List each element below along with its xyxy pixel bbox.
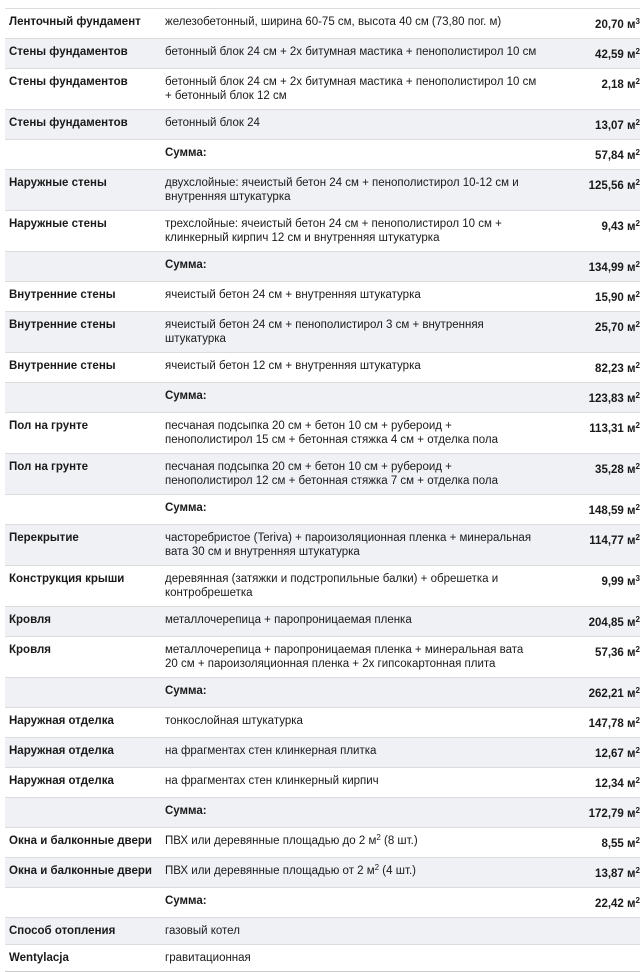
unit-exponent: 2 (635, 290, 640, 299)
element-name-cell (5, 888, 159, 918)
sum-value: 134,99 (588, 262, 624, 274)
sum-row (5, 495, 640, 525)
quantity-cell (541, 607, 640, 637)
description-cell (159, 413, 541, 454)
quantity-cell (541, 211, 640, 252)
description-exponent: 2 (374, 863, 380, 872)
element-name-cell (5, 312, 159, 353)
unit-label: м (627, 180, 636, 192)
element-name-cell (5, 211, 159, 252)
description-cell (159, 312, 541, 353)
sum-row (5, 678, 640, 708)
description-cell (159, 566, 541, 607)
element-name-cell (5, 9, 159, 39)
element-name-cell (5, 383, 159, 413)
quantity-value: 12,67 (595, 748, 624, 760)
element-name: Окна и балконные двери (9, 865, 152, 877)
unit-label: м (627, 322, 636, 334)
quantity-cell (541, 110, 640, 140)
table-row (5, 454, 640, 495)
description-cell (159, 918, 541, 945)
description-cell (159, 252, 541, 282)
element-name-cell (5, 858, 159, 888)
quantity-cell (541, 566, 640, 607)
element-name-cell (5, 282, 159, 312)
unit-label: м (627, 748, 636, 760)
quantity-value: 147,78 (588, 718, 624, 730)
sum-row (5, 140, 640, 170)
unit-exponent: 2 (635, 503, 640, 512)
unit-exponent: 2 (635, 361, 640, 370)
table-row (5, 69, 640, 110)
description-text: песчаная подсыпка 20 см + бетон 10 см + рубероид + пенополистирол 12 см + бетонная стяжка 7 см + отделка пола (165, 461, 499, 487)
unit-label: м (627, 120, 636, 132)
sum-label: Сумма: (165, 895, 207, 907)
quantity-cell (541, 39, 640, 69)
quantity-cell (541, 738, 640, 768)
sum-value: 148,59 (588, 505, 624, 517)
quantity-cell (541, 708, 640, 738)
sum-label: Сумма: (165, 805, 207, 817)
element-name: Wentylacja (9, 952, 69, 964)
table-row (5, 9, 640, 39)
unit-exponent: 2 (635, 686, 640, 695)
unit-label: м (627, 19, 636, 31)
quantity-cell (541, 858, 640, 888)
element-name: Пол на грунте (9, 461, 89, 473)
quantity-cell (541, 252, 640, 282)
element-name-cell (5, 413, 159, 454)
quantity-cell (541, 413, 640, 454)
unit-label: м (627, 838, 636, 850)
unit-exponent: 2 (635, 866, 640, 875)
description-cell (159, 454, 541, 495)
unit-label: м (627, 808, 636, 820)
unit-label: м (627, 292, 636, 304)
element-name-cell (5, 69, 159, 110)
quantity-value: 125,56 (588, 180, 624, 192)
unit-exponent: 2 (635, 260, 640, 269)
element-name-cell (5, 252, 159, 282)
unit-label: м (627, 79, 636, 91)
quantity-value: 57,36 (595, 647, 624, 659)
quantity-cell (541, 170, 640, 211)
quantity-value: 204,85 (588, 617, 624, 629)
quantity-cell (541, 282, 640, 312)
sum-label: Сумма: (165, 685, 207, 697)
sum-value: 262,21 (588, 688, 624, 700)
quantity-cell (541, 798, 640, 828)
quantity-value: 82,23 (595, 363, 624, 375)
quantity-value: 9,99 (601, 576, 624, 588)
element-name: Внутренние стены (9, 289, 116, 301)
quantity-cell (541, 9, 640, 39)
unit-label: м (627, 221, 636, 233)
element-name: Стены фундаментов (9, 76, 128, 88)
sum-value: 172,79 (588, 808, 624, 820)
element-name-cell (5, 708, 159, 738)
quantity-cell (541, 828, 640, 858)
quantity-value: 13,07 (595, 120, 624, 132)
unit-exponent: 2 (635, 716, 640, 725)
unit-exponent: 2 (635, 219, 640, 228)
unit-exponent: 3 (635, 17, 640, 26)
table-row (5, 566, 640, 607)
unit-exponent: 2 (635, 896, 640, 905)
sum-label: Сумма: (165, 147, 207, 159)
unit-exponent: 2 (635, 47, 640, 56)
quantity-value: 35,28 (595, 464, 624, 476)
sum-label: Сумма: (165, 259, 207, 271)
description-cell (159, 383, 541, 413)
quantity-value: 9,43 (601, 221, 624, 233)
unit-label: м (627, 898, 636, 910)
unit-exponent: 2 (635, 77, 640, 86)
quantity-cell (541, 525, 640, 566)
description-cell (159, 708, 541, 738)
element-name: Стены фундаментов (9, 46, 128, 58)
element-name-cell (5, 607, 159, 637)
quantity-value: 13,87 (595, 868, 624, 880)
unit-exponent: 2 (635, 421, 640, 430)
description-cell (159, 738, 541, 768)
sum-row (5, 252, 640, 282)
element-name: Перекрытие (9, 532, 79, 544)
table-row (5, 39, 640, 69)
element-name: Ленточный фундамент (9, 16, 141, 28)
table-row (5, 858, 640, 888)
element-name: Наружная отделка (9, 775, 114, 787)
sum-row (5, 383, 640, 413)
description-cell (159, 607, 541, 637)
description-cell (159, 858, 541, 888)
description-text: на фрагментах стен клинкерный кирпич (165, 775, 379, 787)
description-text: ячеистый бетон 12 см + внутренняя штукатурка (165, 360, 421, 372)
quantity-cell (541, 945, 640, 972)
sum-label: Сумма: (165, 502, 207, 514)
element-name-cell (5, 678, 159, 708)
description-cell (159, 69, 541, 110)
quantity-value: 8,55 (601, 838, 624, 850)
element-name: Внутренние стены (9, 360, 116, 372)
description-text: деревянная (затяжки и подстропильные балки) + обрешетка и контробрешетка (165, 573, 499, 599)
unit-label: м (627, 778, 636, 790)
element-name-cell (5, 39, 159, 69)
description-text: гравитационная (165, 952, 251, 964)
table-row (5, 413, 640, 454)
unit-exponent: 2 (635, 746, 640, 755)
description-text: тонкослойная штукатурка (165, 715, 303, 727)
unit-exponent: 2 (635, 148, 640, 157)
unit-exponent: 2 (635, 320, 640, 329)
table-row (5, 312, 640, 353)
table-row (5, 637, 640, 678)
element-name-cell (5, 353, 159, 383)
quantity-value: 114,77 (589, 535, 624, 547)
element-name: Кровля (9, 614, 52, 626)
description-text: металлочерепица + паропроницаемая пленка (165, 614, 412, 626)
unit-label: м (627, 464, 636, 476)
element-name: Стены фундаментов (9, 117, 128, 129)
unit-label: м (627, 868, 636, 880)
table-row (5, 768, 640, 798)
description-text: ПВХ или деревянные площадью до 2 м (165, 835, 377, 847)
description-cell (159, 637, 541, 678)
element-name-cell (5, 566, 159, 607)
element-name: Наружная отделка (9, 715, 114, 727)
element-name: Кровля (9, 644, 52, 656)
description-cell (159, 768, 541, 798)
description-text: ПВХ или деревянные площадью от 2 м (165, 865, 375, 877)
specification-table (5, 8, 640, 972)
description-text: ячеистый бетон 24 см + пенополистирол 3 см + внутренняя штукатурка (165, 319, 484, 345)
description-cell (159, 678, 541, 708)
unit-exponent: 2 (635, 391, 640, 400)
table-row (5, 282, 640, 312)
unit-exponent: 2 (635, 533, 640, 542)
element-name: Пол на грунте (9, 420, 89, 432)
element-name-cell (5, 525, 159, 566)
quantity-cell (541, 637, 640, 678)
description-text: песчаная подсыпка 20 см + бетон 10 см + рубероид + пенополистирол 15 см + бетонная стяжка 4 см + отделка пола (165, 420, 499, 446)
description-text: бетонный блок 24 см + 2х битумная мастика + пенополистирол 10 см + бетонный блок 12 см (165, 76, 537, 102)
description-cell (159, 9, 541, 39)
element-name-cell (5, 110, 159, 140)
table-row (5, 708, 640, 738)
table-row (5, 110, 640, 140)
description-text: часторебристое (Teriva) + пароизоляционная пленка + минеральная вата 30 см и внутренняя штукатурка (165, 532, 532, 558)
description-cell (159, 888, 541, 918)
element-name-cell (5, 637, 159, 678)
quantity-cell (541, 140, 640, 170)
table-row (5, 211, 640, 252)
description-cell (159, 525, 541, 566)
description-count: (8 шт.) (380, 835, 418, 847)
table-row (5, 170, 640, 211)
description-cell (159, 211, 541, 252)
table-row (5, 607, 640, 637)
unit-label: м (627, 363, 636, 375)
unit-exponent: 3 (635, 574, 640, 583)
element-name-cell (5, 454, 159, 495)
unit-label: м (627, 576, 636, 588)
unit-label: м (627, 393, 636, 405)
quantity-cell (541, 768, 640, 798)
description-cell (159, 495, 541, 525)
table-row (5, 828, 640, 858)
quantity-value: 15,90 (595, 292, 624, 304)
description-cell (159, 945, 541, 972)
element-name-cell (5, 918, 159, 945)
unit-label: м (627, 150, 636, 162)
unit-label: м (627, 262, 636, 274)
table-row (5, 525, 640, 566)
table-row (5, 738, 640, 768)
quantity-cell (541, 888, 640, 918)
element-name-cell (5, 768, 159, 798)
sum-value: 57,84 (595, 150, 624, 162)
element-name-cell (5, 828, 159, 858)
unit-label: м (627, 718, 636, 730)
unit-label: м (627, 647, 636, 659)
element-name: Наружные стены (9, 218, 107, 230)
unit-exponent: 2 (635, 645, 640, 654)
unit-label: м (627, 505, 636, 517)
description-text: металлочерепица + паропроницаемая пленка + минеральная вата 20 см + пароизоляционная пленка + 2х гипсокартонная плита (165, 644, 524, 670)
unit-label: м (627, 688, 636, 700)
quantity-cell (541, 454, 640, 495)
unit-exponent: 2 (635, 178, 640, 187)
unit-exponent: 2 (635, 615, 640, 624)
quantity-value: 42,59 (595, 49, 624, 61)
description-cell (159, 828, 541, 858)
description-text: ячеистый бетон 24 см + внутренняя штукатурка (165, 289, 421, 301)
quantity-cell (541, 383, 640, 413)
quantity-value: 2,18 (601, 79, 624, 91)
unit-exponent: 2 (635, 118, 640, 127)
description-text: бетонный блок 24 (165, 117, 260, 129)
specification-table-body (5, 9, 640, 972)
quantity-value: 20,70 (595, 19, 624, 31)
element-name-cell (5, 798, 159, 828)
element-name-cell (5, 945, 159, 972)
unit-label: м (627, 535, 636, 547)
description-cell (159, 798, 541, 828)
quantity-value: 12,34 (595, 778, 624, 790)
description-cell (159, 282, 541, 312)
description-text: на фрагментах стен клинкерная плитка (165, 745, 377, 757)
quantity-cell (541, 495, 640, 525)
element-name: Наружная отделка (9, 745, 114, 757)
sum-row (5, 888, 640, 918)
element-name: Наружные стены (9, 177, 107, 189)
element-name-cell (5, 495, 159, 525)
description-text: газовый котел (165, 925, 240, 937)
quantity-cell (541, 312, 640, 353)
unit-label: м (627, 617, 636, 629)
element-name-cell (5, 140, 159, 170)
element-name: Способ отопления (9, 925, 116, 937)
unit-label: м (627, 49, 636, 61)
description-cell (159, 353, 541, 383)
description-cell (159, 170, 541, 211)
description-cell (159, 140, 541, 170)
element-name-cell (5, 738, 159, 768)
quantity-cell (541, 69, 640, 110)
unit-exponent: 2 (635, 462, 640, 471)
sum-row (5, 798, 640, 828)
element-name: Окна и балконные двери (9, 835, 152, 847)
unit-exponent: 2 (635, 836, 640, 845)
description-text: трехслойные: ячеистый бетон 24 см + пенополистирол 10 см + клинкерный кирпич 12 см и внутренняя штукатурка (165, 218, 502, 244)
quantity-value: 113,31 (589, 423, 624, 435)
quantity-cell (541, 918, 640, 945)
sum-label: Сумма: (165, 390, 207, 402)
description-cell (159, 110, 541, 140)
element-name: Внутренние стены (9, 319, 116, 331)
description-exponent: 2 (376, 833, 381, 842)
element-name: Конструкция крыши (9, 573, 125, 585)
sum-value: 123,83 (588, 393, 624, 405)
description-cell (159, 39, 541, 69)
quantity-value: 25,70 (595, 322, 624, 334)
unit-exponent: 2 (635, 806, 640, 815)
element-name-cell (5, 170, 159, 211)
table-row (5, 918, 640, 945)
description-count: (4 шт.) (379, 865, 416, 877)
unit-exponent: 2 (635, 776, 640, 785)
unit-label: м (627, 423, 636, 435)
sum-value: 22,42 (595, 898, 624, 910)
description-text: двухслойные: ячеистый бетон 24 см + пенополистирол 10-12 см и внутренняя штукатурка (165, 177, 519, 203)
description-text: бетонный блок 24 см + 2х битумная мастика + пенополистирол 10 см (165, 46, 537, 58)
quantity-cell (541, 678, 640, 708)
quantity-cell (541, 353, 640, 383)
table-row (5, 353, 640, 383)
table-row (5, 945, 640, 972)
description-text: железобетонный, ширина 60-75 см, высота 40 см (73,80 пог. м) (165, 16, 502, 28)
